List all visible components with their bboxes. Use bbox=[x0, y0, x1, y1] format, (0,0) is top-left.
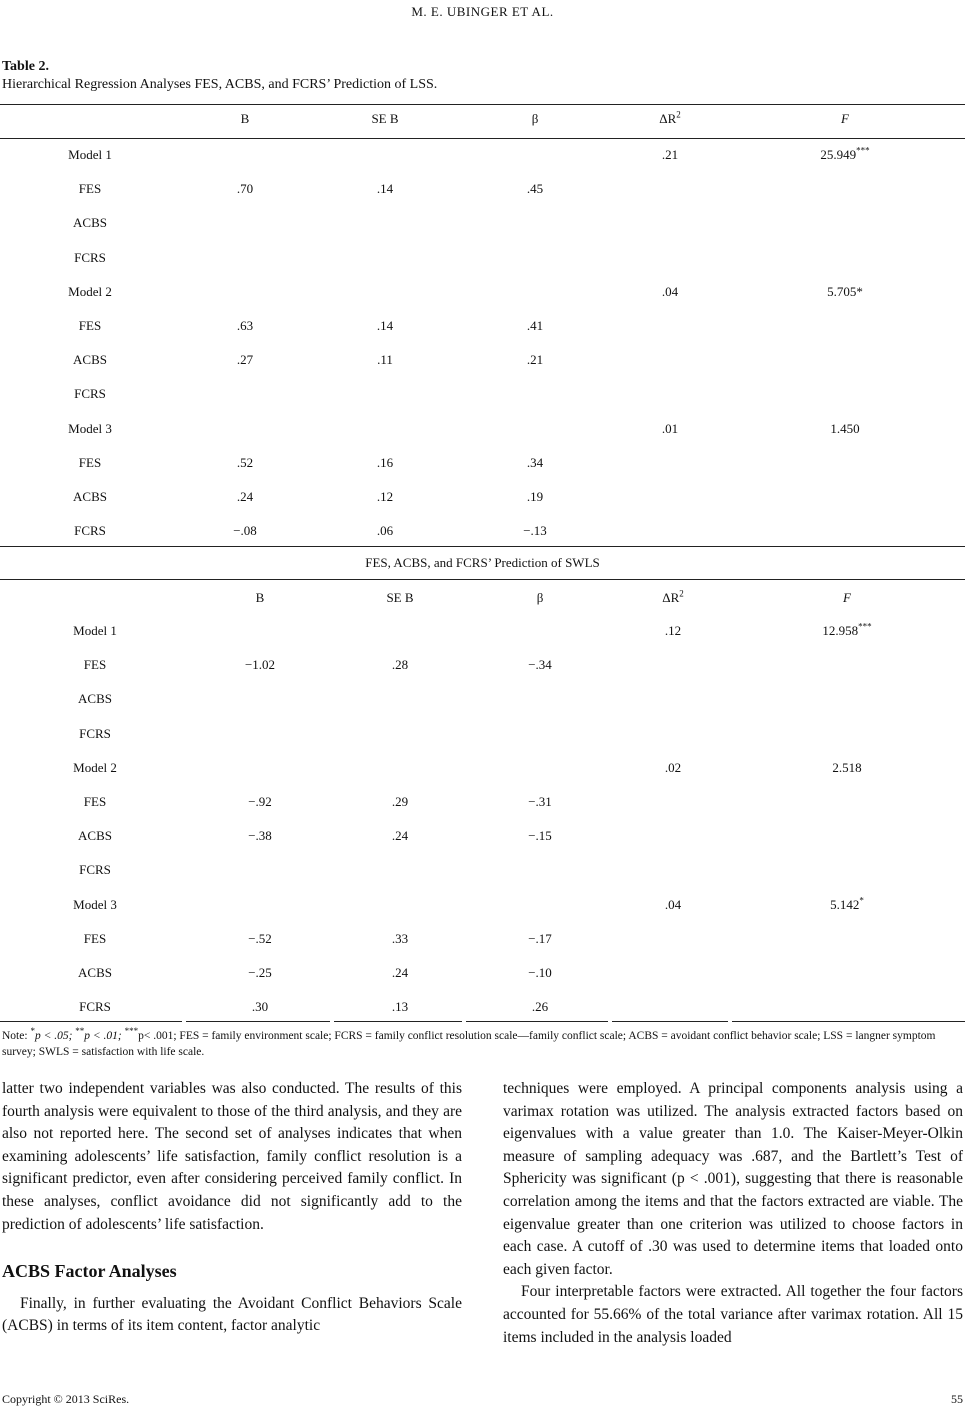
table-cell-f: 25.949*** bbox=[820, 145, 870, 162]
right-paragraph-2: Four interpretable factors were extracted. All together the four factors accounted for 55.66% of the total variance after varimax rotation. All 15 items included in the analysis loaded bbox=[503, 1283, 963, 1346]
table-cell-f: 12.958*** bbox=[822, 621, 872, 638]
header-beta: β bbox=[531, 111, 539, 126]
table-cell-se: .06 bbox=[376, 523, 394, 539]
table-row bbox=[0, 520, 965, 542]
table-cell-b: .27 bbox=[236, 352, 254, 368]
table-row bbox=[0, 654, 965, 676]
table-cell-b: −.92 bbox=[248, 794, 272, 809]
table-note: Note: *p < .05; **p < .01; ***p< .001; FES = family environment scale; FCRS = family conflict resolution scale—family conflict scale; ACBS = avoidant conflict behavior scale; LSS = langner symptom survey; SWLS = satisfaction with life scale. bbox=[2, 1026, 936, 1058]
table-row bbox=[0, 962, 965, 984]
table-cell-label: Model 2 bbox=[73, 759, 117, 775]
table-cell-se: .12 bbox=[376, 489, 394, 504]
table-cell-b: −.25 bbox=[248, 965, 272, 980]
table-cell-label: FCRS bbox=[79, 725, 111, 741]
table-row bbox=[0, 383, 965, 405]
table-cell-label: FCRS bbox=[79, 862, 111, 878]
table-cell-se: .16 bbox=[376, 454, 394, 470]
left-column bbox=[2, 1078, 462, 1338]
table-cell-beta: .34 bbox=[526, 454, 544, 470]
table-row bbox=[0, 315, 965, 337]
table-bottom-rule bbox=[612, 1021, 728, 1022]
section-divider-rule bbox=[0, 546, 965, 547]
table-cell-beta: −.31 bbox=[528, 794, 552, 809]
table-cell-se: .13 bbox=[391, 999, 409, 1015]
table-cell-dr2: .04 bbox=[661, 283, 679, 299]
table-cell-se: .14 bbox=[376, 318, 394, 333]
running-head: M. E. UBINGER ET AL. bbox=[411, 4, 554, 19]
table-cell-se: .24 bbox=[391, 965, 409, 980]
table-cell-b: .70 bbox=[236, 181, 254, 197]
table-row bbox=[0, 996, 965, 1018]
header-se-b: SE B bbox=[371, 111, 399, 126]
table-cell-beta: −.13 bbox=[523, 523, 547, 539]
table-cell-dr2: .04 bbox=[664, 896, 682, 912]
table-cell-label: Model 1 bbox=[73, 623, 117, 638]
table-row bbox=[0, 486, 965, 508]
table-cell-beta: −.17 bbox=[528, 930, 552, 946]
table-row bbox=[0, 178, 965, 200]
table-cell-b: .63 bbox=[236, 318, 254, 333]
table-cell-se: .11 bbox=[377, 352, 393, 368]
left-paragraph-2: Finally, in further evaluating the Avoidant Conflict Behaviors Scale (ACBS) in terms of its item content, factor analytic bbox=[2, 1294, 462, 1335]
table-cell-b: .30 bbox=[251, 999, 269, 1015]
table-row bbox=[0, 688, 965, 710]
table-cell-label: FCRS bbox=[74, 249, 106, 265]
table-cell-label: ACBS bbox=[78, 965, 112, 980]
table-row bbox=[0, 281, 965, 303]
table-cell-dr2: .12 bbox=[664, 623, 682, 638]
table-cell-label: FES bbox=[78, 181, 102, 197]
table-row bbox=[0, 723, 965, 745]
table-cell-label: ACBS bbox=[73, 489, 107, 504]
table-cell-b: −.38 bbox=[248, 828, 272, 844]
table-cell-f: 5.705* bbox=[827, 283, 863, 299]
table-cell-f: 5.142* bbox=[830, 895, 864, 912]
table-cell-label: Model 3 bbox=[73, 896, 117, 912]
table-bottom-rule bbox=[186, 1021, 330, 1022]
table-cell-label: FCRS bbox=[74, 386, 106, 402]
table-row bbox=[0, 452, 965, 474]
header-b-2: B bbox=[255, 590, 265, 605]
table-cell-beta: .26 bbox=[531, 999, 549, 1015]
table-cell-f: 2.518 bbox=[832, 759, 862, 775]
header-f: F bbox=[841, 111, 849, 126]
table-cell-beta: −.10 bbox=[528, 965, 552, 980]
table-bottom-rule bbox=[334, 1021, 462, 1022]
table-cell-label: FES bbox=[83, 657, 107, 673]
table-cell-label: FES bbox=[83, 794, 107, 809]
table-cell-b: −.52 bbox=[248, 930, 272, 946]
table-row bbox=[0, 212, 965, 234]
table-row bbox=[0, 859, 965, 881]
table-cell-b: .52 bbox=[236, 454, 254, 470]
table-bottom-rule bbox=[0, 1021, 182, 1022]
table-row bbox=[0, 757, 965, 779]
table-cell-label: ACBS bbox=[73, 352, 107, 368]
table-title: Hierarchical Regression Analyses FES, ACBS, and FCRS’ Prediction of LSS. bbox=[2, 77, 438, 92]
left-paragraph-1: latter two independent variables was also conducted. The results of this fourth analysis were equivalent to those of the third analysis, and they are also not reported here. The second set of analyses indicates that when examining adolescents’ life satisfaction, family conflict resolution is a significant predictor, even after considering perceived family conflict. In these analyses, conflict avoidance did not significantly add to the prediction of adolescents’ life satisfaction. bbox=[2, 1080, 462, 1233]
right-column bbox=[503, 1078, 963, 1349]
table-cell-dr2: .01 bbox=[661, 420, 679, 436]
table-cell-b: −.08 bbox=[233, 523, 257, 539]
section2-title: FES, ACBS, and FCRS’ Prediction of SWLS bbox=[365, 555, 600, 570]
table-cell-beta: −.34 bbox=[528, 657, 552, 673]
header-se-b-2: SE B bbox=[386, 590, 414, 605]
table-cell-se: .24 bbox=[391, 828, 409, 844]
table-cell-label: Model 1 bbox=[68, 147, 112, 162]
table-row bbox=[0, 620, 965, 642]
table-cell-label: ACBS bbox=[78, 828, 112, 844]
table-cell-label: FES bbox=[83, 930, 107, 946]
table-cell-se: .29 bbox=[391, 794, 409, 809]
table-number: Table 2. bbox=[2, 59, 49, 74]
table-cell-f: 1.450 bbox=[830, 420, 860, 436]
table-header-rule bbox=[0, 138, 965, 139]
footer-copyright: Copyright © 2013 SciRes. bbox=[2, 1392, 130, 1406]
table-cell-label: FES bbox=[78, 454, 102, 470]
header-f-2: F bbox=[843, 590, 851, 605]
table-cell-label: FCRS bbox=[74, 523, 106, 539]
header-delta-r2: $\Delta R^2$ bbox=[659, 109, 681, 126]
table-row bbox=[0, 418, 965, 440]
table-cell-se: .33 bbox=[391, 930, 409, 946]
table-cell-se: .28 bbox=[391, 657, 409, 673]
table-cell-label: FCRS bbox=[79, 999, 111, 1015]
section-heading: ACBS Factor Analyses bbox=[2, 1261, 177, 1282]
table-cell-beta: .21 bbox=[526, 352, 544, 368]
table-cell-beta: .41 bbox=[526, 318, 544, 333]
table-caption bbox=[2, 58, 437, 94]
table-row bbox=[0, 349, 965, 371]
table-row bbox=[0, 144, 965, 166]
table-header-row bbox=[0, 108, 965, 130]
table-cell-label: ACBS bbox=[78, 691, 112, 707]
table-cell-label: Model 3 bbox=[68, 420, 112, 436]
table-cell-b: .24 bbox=[236, 489, 254, 504]
right-paragraph-1: techniques were employed. A principal components analysis using a varimax rotation was utilized. The analysis extracted factors based on eigenvalues with a value greater than 1.0. The Kaiser-Meyer-Olkin measure of sampling adequacy was .687, and the Bartlett’s Test of Sphericity was significant (p < .001), suggesting that there is reasonable correlation among the items and that the factors extracted are viable. The eigenvalue greater than one criterion was utilized to choose factors in each case. A cutoff of .30 was used to determine items that loaded onto each given factor. bbox=[503, 1080, 963, 1278]
table-cell-label: ACBS bbox=[73, 215, 107, 231]
table-bottom-rule bbox=[732, 1021, 965, 1022]
table-row bbox=[0, 928, 965, 950]
table-cell-beta: .19 bbox=[526, 489, 544, 504]
table-cell-label: Model 2 bbox=[68, 283, 112, 299]
header-b: B bbox=[240, 111, 250, 126]
table-cell-beta: −.15 bbox=[528, 828, 552, 844]
table-header-row-2 bbox=[0, 587, 965, 609]
table-bottom-rule bbox=[466, 1021, 608, 1022]
table-cell-dr2: .21 bbox=[661, 147, 679, 162]
header-delta-r2-2: $\Delta R^2$ bbox=[662, 588, 684, 605]
table-cell-label: FES bbox=[78, 318, 102, 333]
table-cell-dr2: .02 bbox=[664, 759, 682, 775]
table-row bbox=[0, 247, 965, 269]
table-cell-b: −1.02 bbox=[244, 657, 276, 673]
footer-page-number: 55 bbox=[951, 1392, 963, 1406]
table-row bbox=[0, 894, 965, 916]
header-beta-2: β bbox=[536, 590, 544, 605]
table-cell-se: .14 bbox=[376, 181, 394, 197]
section2-rule bbox=[0, 579, 965, 580]
table-cell-beta: .45 bbox=[526, 181, 544, 197]
table-row bbox=[0, 825, 965, 847]
table-row bbox=[0, 791, 965, 813]
table-top-rule bbox=[0, 104, 965, 105]
